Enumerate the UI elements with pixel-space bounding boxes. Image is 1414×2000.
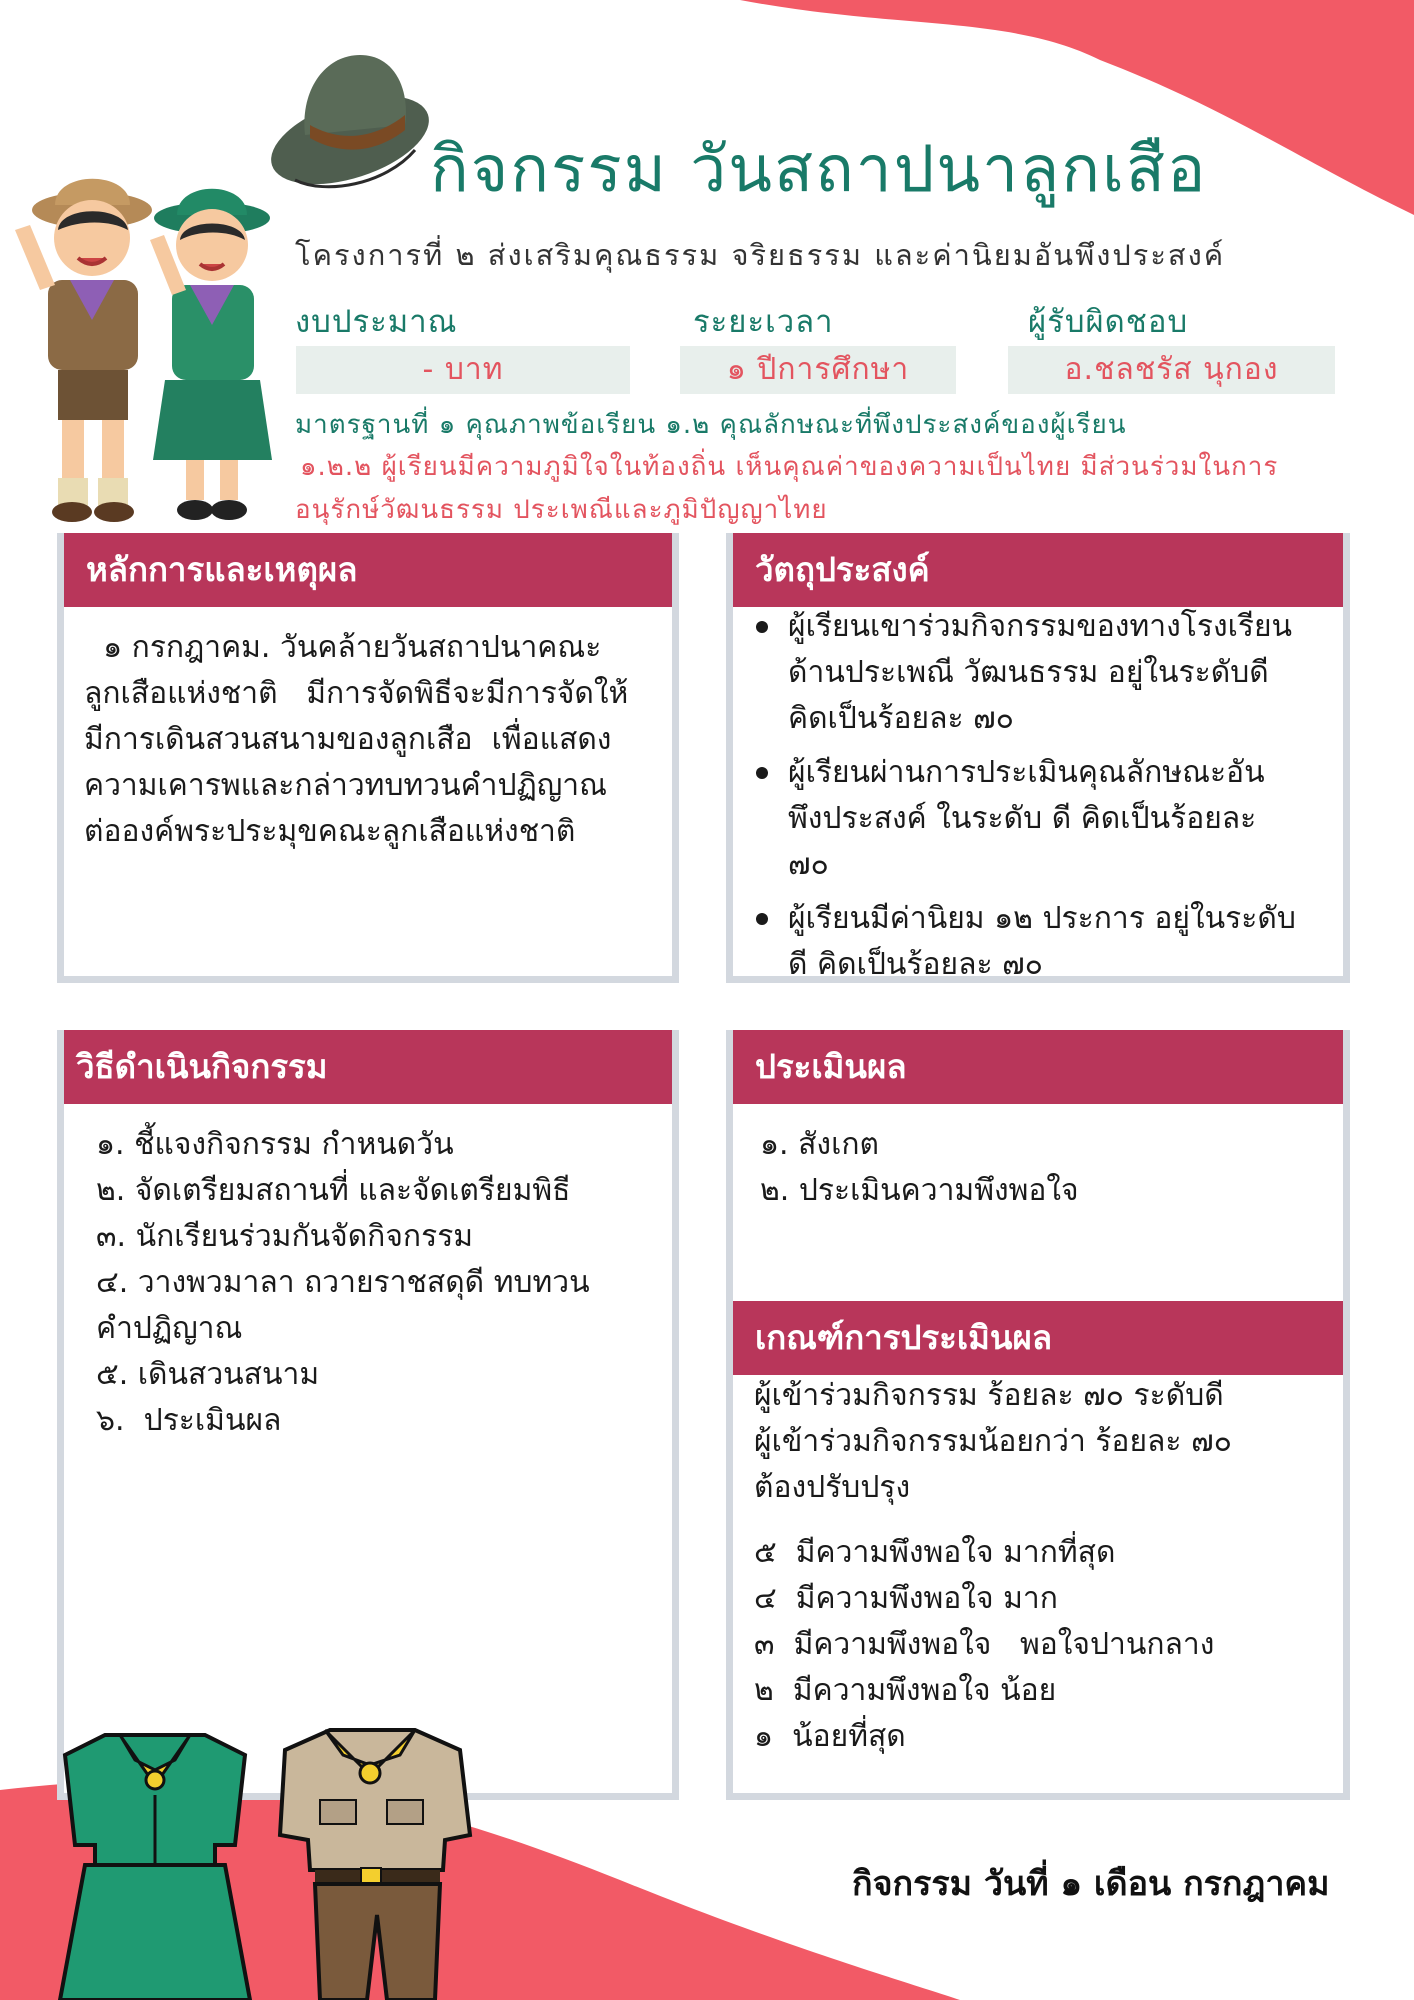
principle-line: ลูกเสือแห่งชาติ มีการจัดพิธีจะมีการจัดให้ [84, 676, 629, 711]
procedure-step: ๔. วางพวมาลา ถวายราชสดุดี ทบทวน [96, 1265, 590, 1300]
page-title: กิจกรรม วันสถาปนาลูกเสือ [430, 133, 1208, 207]
evaluation-list [760, 1122, 1320, 1214]
scout-uniforms-illustration [25, 1715, 485, 2000]
standard-line-1: มาตรฐานที่ ๑ คุณภาพข้อเรียน ๑.๒ คุณลักษณะที่พึงประสงค์ของผู้เรียน [295, 410, 1127, 440]
objective-item [748, 896, 1338, 988]
objective-line: ดี คิดเป็นร้อยละ ๗๐ [788, 947, 1043, 982]
procedure-list [96, 1122, 666, 1444]
budget-value: - บาท [296, 346, 630, 394]
budget-label: งบประมาณ [295, 304, 458, 340]
procedure-step: ๒. จัดเตรียมสถานที่ และจัดเตรียมพิธี [96, 1173, 571, 1208]
procedure-step: คำปฏิญาณ [96, 1311, 243, 1346]
objective-line: ผู้เรียนมีค่านิยม ๑๒ ประการ อยู่ในระดับ [788, 901, 1296, 936]
evaluation-item: ๒. ประเมินความพึงพอใจ [760, 1173, 1079, 1208]
procedure-step: ๕. เดินสวนสนาม [96, 1357, 320, 1392]
owner-value: อ.ชลชรัส นุกอง [1008, 346, 1335, 394]
scale-item: ๕ มีความพึงพอใจ มากที่สุด [754, 1535, 1116, 1570]
scale-item: ๓ มีความพึงพอใจ พอใจปานกลาง [754, 1627, 1215, 1662]
standard-line-3: อนุรักษ์วัฒนธรรม ประเพณีและภูมิปัญญาไทย [295, 495, 828, 525]
principle-line: ความเคารพและกล่าวทบทวนคำปฏิญาณ [84, 768, 607, 803]
owner-label: ผู้รับผิดชอบ [1028, 304, 1189, 340]
procedure-step: ๑. ชี้แจงกิจกรรม กำหนดวัน [96, 1127, 454, 1162]
objective-line: พึงประสงค์ ในระดับ ดี คิดเป็นร้อยละ [788, 801, 1257, 836]
criteria-item: ผู้เข้าร่วมกิจกรรม ร้อยละ ๗๐ ระดับดี [754, 1378, 1224, 1413]
principle-text [84, 625, 674, 855]
principle-line: มีการเดินสวนสนามของลูกเสือ เพื่อแสดง [84, 722, 612, 757]
objective-item [748, 750, 1338, 888]
standard-line-2: ๑.๒.๒ ผู้เรียนมีความภูมิใจในท้องถิ่น เห็นคุณค่าของความเป็นไทย มีส่วนร่วมในการ [300, 452, 1279, 482]
scout-children-illustration [0, 160, 290, 540]
criteria-item: ผู้เข้าร่วมกิจกรรมน้อยกว่า ร้อยละ ๗๐ [754, 1424, 1232, 1459]
criteria-item: ต้องปรับปรุง [754, 1470, 911, 1505]
satisfaction-scale [754, 1530, 1334, 1760]
procedure-step: ๖. ประเมินผล [96, 1403, 282, 1438]
objective-line: คิดเป็นร้อยละ ๗๐ [788, 701, 1014, 736]
evaluation-item: ๑. สังเกต [760, 1127, 879, 1162]
objective-heading: วัตถุประสงค์ [733, 533, 1343, 607]
scale-item: ๒ มีความพึงพอใจ น้อย [754, 1673, 1057, 1708]
principle-line: ๑ กรกฎาคม. วันคล้ายวันสถาปนาคณะ [84, 630, 602, 665]
project-subtitle: โครงการที่ ๒ ส่งเสริมคุณธรรม จริยธรรม และค่านิยมอันพึงประสงค์ [295, 238, 1226, 272]
scale-item: ๔ มีความพึงพอใจ มาก [754, 1581, 1058, 1616]
duration-value: ๑ ปีการศึกษา [680, 346, 956, 394]
duration-label: ระยะเวลา [693, 304, 834, 340]
objective-line: ด้านประเพณี วัฒนธรรม อยู่ในระดับดี [788, 655, 1269, 690]
scout-hat-icon [265, 30, 435, 200]
objective-line: ผู้เรียนเขาร่วมกิจกรรมของทางโรงเรียน [788, 609, 1293, 644]
objective-list [748, 604, 1338, 996]
objective-line: ผู้เรียนผ่านการประเมินคุณลักษณะอัน [788, 755, 1265, 790]
objective-line: ๗๐ [788, 847, 829, 882]
scale-item: ๑ น้อยที่สุด [754, 1719, 906, 1754]
objective-item [748, 604, 1338, 742]
footer-date: กิจกรรม วันที่ ๑ เดือน กรกฎาคม [852, 1864, 1330, 1904]
principle-heading: หลักการและเหตุผล [64, 533, 672, 607]
principle-line: ต่อองค์พระประมุขคณะลูกเสือแห่งชาติ [84, 814, 576, 849]
procedure-heading: วิธีดำเนินกิจกรรม [64, 1030, 672, 1104]
criteria-heading: เกณฑ์การประเมินผล [733, 1301, 1343, 1375]
evaluation-heading: ประเมินผล [733, 1030, 1343, 1104]
criteria-list [754, 1373, 1334, 1511]
procedure-step: ๓. นักเรียนร่วมกันจัดกิจกรรม [96, 1219, 474, 1254]
